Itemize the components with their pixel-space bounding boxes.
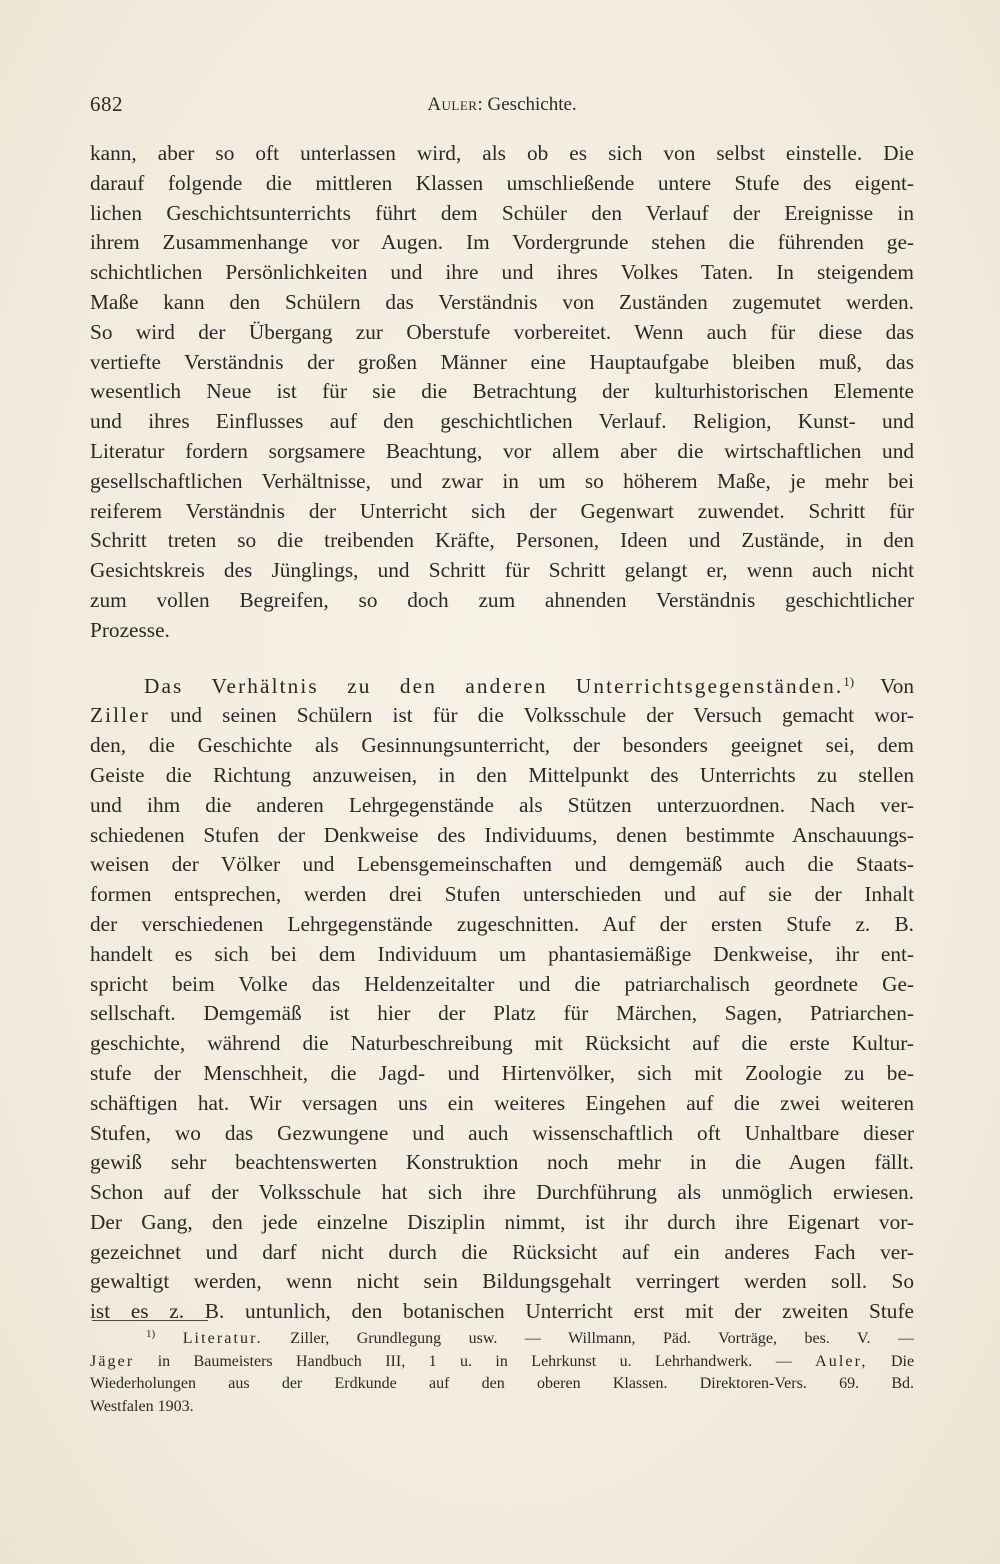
footnote bbox=[90, 1328, 914, 1418]
footnote-marker: 1) bbox=[146, 1328, 156, 1340]
footnote-person-name: Auler, bbox=[815, 1352, 868, 1370]
text-line: vertiefte Verständnis der großen Männer eine Hauptaufgabe bleiben muß, das bbox=[90, 349, 914, 374]
text-line bbox=[90, 701, 914, 731]
person-name: Ziller bbox=[90, 703, 150, 728]
text-line: und ihres Einflusses auf den geschichtlichen Verlauf. Religion, Kunst- und bbox=[90, 409, 914, 434]
running-title-text: Geschichte. bbox=[487, 94, 577, 115]
text-line: der verschiedenen Lehrgegenstände zugeschnitten. Auf der ersten Stufe z. B. bbox=[90, 911, 914, 936]
text-line: weisen der Völker und Lebensgemeinschaften und demgemäß auch die Staats- bbox=[90, 852, 914, 877]
text-line: gesellschaftlichen Verhältnisse, und zwar in um so höherem Maße, je mehr bei bbox=[90, 468, 914, 493]
text-line: Stufen, wo das Gezwungene und auch wissenschaftlich oft Unhaltbare dieser bbox=[90, 1120, 914, 1145]
text-line: gewiß sehr beachtenswerten Konstruktion noch mehr in die Augen fällt. bbox=[90, 1150, 914, 1175]
footnote-line-end: Die bbox=[890, 1352, 914, 1370]
running-head bbox=[90, 92, 914, 122]
text-line: reiferem Verständnis der Unterricht sich der Gegenwart zuwendet. Schritt für bbox=[90, 498, 914, 523]
running-title bbox=[90, 94, 914, 116]
text-line: Schritt treten so die treibenden Kräfte, Personen, Ideen und Zustände, in den bbox=[90, 528, 914, 553]
running-title-separator: : bbox=[477, 94, 483, 115]
text-line: geschichte, während die Naturbeschreibung mit Rücksicht auf die erste Kultur- bbox=[90, 1031, 914, 1056]
running-title-author: Auler bbox=[427, 94, 478, 115]
footnote-line bbox=[90, 1328, 914, 1351]
text-line: handelt es sich bei dem Individuum um phantasiemäßige Denkweise, ihr ent- bbox=[90, 941, 914, 966]
text-line: Geiste die Richtung anzuweisen, in den Mittelpunkt des Unterrichts zu stellen bbox=[90, 762, 914, 787]
footnote-line: Wiederholungen aus der Erdkunde auf den oberen Klassen. Direktoren-Vers. 69. Bd. bbox=[90, 1375, 914, 1393]
paragraph-1 bbox=[90, 139, 914, 646]
text-line: stufe der Menschheit, die Jagd- und Hirtenvölker, sich mit Zoologie zu be- bbox=[90, 1060, 914, 1085]
page-number: 682 bbox=[90, 92, 123, 116]
text-line: Schon auf der Volksschule hat sich ihre Durchführung als unmöglich erwiesen. bbox=[90, 1180, 914, 1205]
body-text bbox=[90, 139, 914, 1327]
text-line: Prozesse. bbox=[90, 617, 170, 642]
footnote-label: Literatur. bbox=[182, 1330, 263, 1347]
text-line: sellschaft. Demgemäß ist hier der Platz für Märchen, Sagen, Patriarchen- bbox=[90, 1001, 914, 1026]
text-line: schiedenen Stufen der Denkweise des Individuums, denen bestimmte Anschauungs- bbox=[90, 822, 914, 847]
text-line: schäftigen hat. Wir versagen uns ein weiteres Eingehen auf die zwei weiteren bbox=[90, 1090, 914, 1115]
text-line: wesentlich Neue ist für sie die Betrachtung der kulturhistorischen Elemente bbox=[90, 379, 914, 404]
text-line-rest: und seinen Schülern ist für die Volksschule der Versuch gemacht wor- bbox=[170, 703, 914, 728]
text-line: gezeichnet und darf nicht durch die Rücksicht auf ein anderes Fach ver- bbox=[90, 1239, 914, 1264]
footnote-person-name: Jäger bbox=[90, 1352, 135, 1370]
text-line: darauf folgende die mittleren Klassen umschließende untere Stufe des eigent- bbox=[90, 170, 914, 195]
footnote-line-rest: in Baumeisters Handbuch III, 1 u. in Lehrkunst u. Lehrhandwerk. — bbox=[157, 1352, 792, 1370]
text-line: So wird der Übergang zur Oberstufe vorbereitet. Wenn auch für diese das bbox=[90, 319, 914, 344]
footnote-line bbox=[90, 1351, 914, 1374]
text-line: und ihm die anderen Lehrgegenstände als Stützen unterzuordnen. Nach ver- bbox=[90, 792, 914, 817]
text-line: Gesichtskreis des Jünglings, und Schritt für Schritt gelangt er, wenn auch nicht bbox=[90, 558, 914, 583]
footnote-line: Westfalen 1903. bbox=[90, 1397, 194, 1415]
text-line: gewaltigt werden, wenn nicht sein Bildungsgehalt verringert werden soll. So bbox=[90, 1269, 914, 1294]
text-line: ist es z. B. untunlich, den botanischen Unterricht erst mit der zweiten Stufe bbox=[90, 1299, 914, 1324]
text-line: Literatur fordern sorgsamere Beachtung, vor allem aber die wirtschaftlichen und bbox=[90, 438, 914, 463]
text-line: Der Gang, den jede einzelne Disziplin nimmt, ist ihr durch ihre Eigenart vor- bbox=[90, 1209, 914, 1234]
text-line: schichtlichen Persönlichkeiten und ihre und ihres Volkes Taten. In steigendem bbox=[90, 260, 914, 285]
heading-line-rest: Von bbox=[880, 673, 914, 698]
text-line: den, die Geschichte als Gesinnungsunterricht, der besonders geeignet sei, dem bbox=[90, 733, 914, 758]
footnote-rule bbox=[92, 1320, 208, 1321]
text-line: ihrem Zusammenhange vor Augen. Im Vordergrunde stehen die führenden ge- bbox=[90, 230, 914, 255]
text-line: lichen Geschichtsunterrichts führt dem Schüler den Verlauf der Ereignisse in bbox=[90, 200, 914, 225]
paragraph-gap bbox=[90, 646, 914, 672]
section-heading-line bbox=[90, 672, 914, 702]
paragraph-2 bbox=[90, 672, 914, 1328]
text-line: Maße kann den Schülern das Verständnis von Zuständen zugemutet werden. bbox=[90, 289, 914, 314]
footnote-reference: 1) bbox=[843, 673, 855, 689]
text-line: zum vollen Begreifen, so doch zum ahnenden Verständnis geschichtlicher bbox=[90, 587, 914, 612]
section-heading: Das Verhältnis zu den anderen Unterrichtsgegenständen. bbox=[144, 673, 844, 698]
footnote-line-rest: Ziller, Grundlegung usw. — Willmann, Päd. Vorträge, bes. V. — bbox=[290, 1330, 914, 1347]
text-line: spricht beim Volke das Heldenzeitalter und die patriarchalisch geordnete Ge- bbox=[90, 971, 914, 996]
text-line: formen entsprechen, werden drei Stufen unterschieden und auf sie der Inhalt bbox=[90, 882, 914, 907]
text-line: kann, aber so oft unterlassen wird, als ob es sich von selbst einstelle. Die bbox=[90, 141, 914, 165]
